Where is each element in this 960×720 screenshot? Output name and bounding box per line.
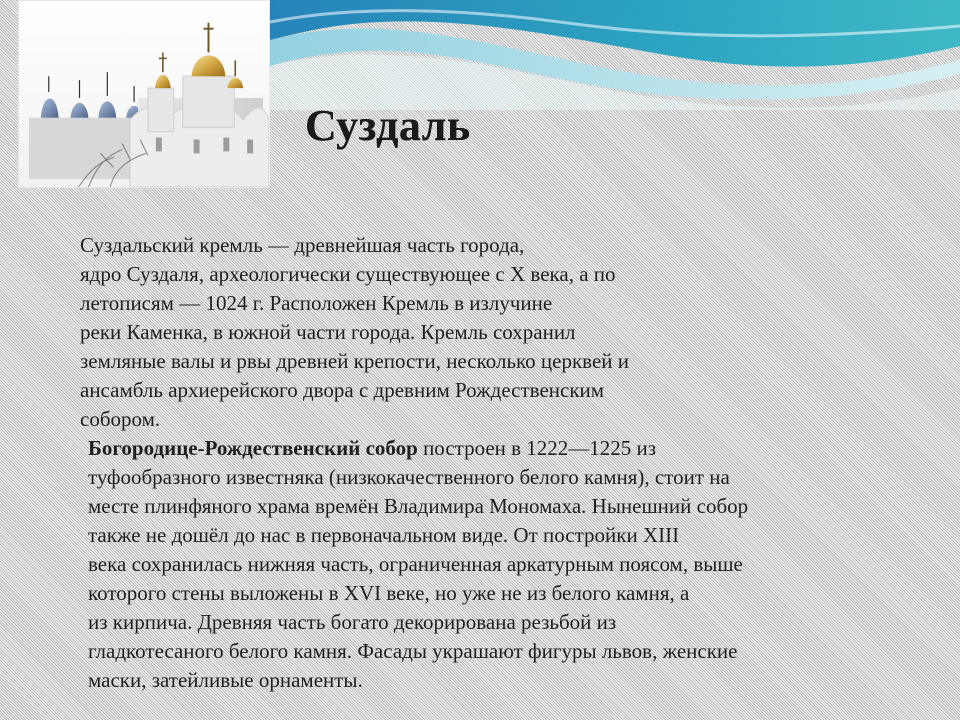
slide-title: Суздаль <box>305 101 471 150</box>
paragraph-2-line: туфообразного известняка (низкокачественного белого камня), стоит на <box>88 465 730 489</box>
paragraph-2-line: века сохранилась нижняя часть, ограниченная аркатурным поясом, выше <box>88 552 743 576</box>
body-text <box>80 231 870 695</box>
paragraph-1-line: летописям — 1024 г. Расположен Кремль в излучине <box>80 291 553 315</box>
paragraph-2-line: месте плинфяного храма времён Владимира Мономаха. Нынешний собор <box>88 494 749 518</box>
paragraph-1-line: реки Каменка, в южной части города. Кремль сохранил <box>80 320 576 344</box>
cathedral-name: Богородице-Рождественский собор <box>88 436 418 460</box>
paragraph-1-line: ансамбль архиерейского двора с древним Рождественским <box>80 378 605 402</box>
cathedral-photo <box>18 0 270 188</box>
paragraph-1-line: ядро Суздаля, археологически существующее с X века, а по <box>80 262 616 286</box>
paragraph-2-line: которого стены выложены в XVI веке, но уже не из белого камня, а <box>88 581 690 605</box>
paragraph-2-line: из кирпича. Древняя часть богато декорирована резьбой из <box>88 610 617 634</box>
paragraph-1-line: земляные валы и рвы древней крепости, несколько церквей и <box>80 349 630 373</box>
paragraph-2 <box>80 434 870 695</box>
paragraph-2-line: маски, затейливые орнаменты. <box>88 668 363 692</box>
paragraph-1 <box>80 231 870 434</box>
paragraph-2-first-line <box>80 434 870 463</box>
paragraph-2-line: гладкотесаного белого камня. Фасады украшают фигуры львов, женские <box>88 639 738 663</box>
paragraph-2-line: также не дошёл до нас в первоначальном виде. От постройки XIII <box>88 523 680 547</box>
paragraph-2-lead-rest: построен в 1222—1225 из <box>417 436 657 460</box>
paragraph-1-line: Суздальский кремль — древнейшая часть города, <box>80 233 525 257</box>
paragraph-1-line: собором. <box>80 407 161 431</box>
